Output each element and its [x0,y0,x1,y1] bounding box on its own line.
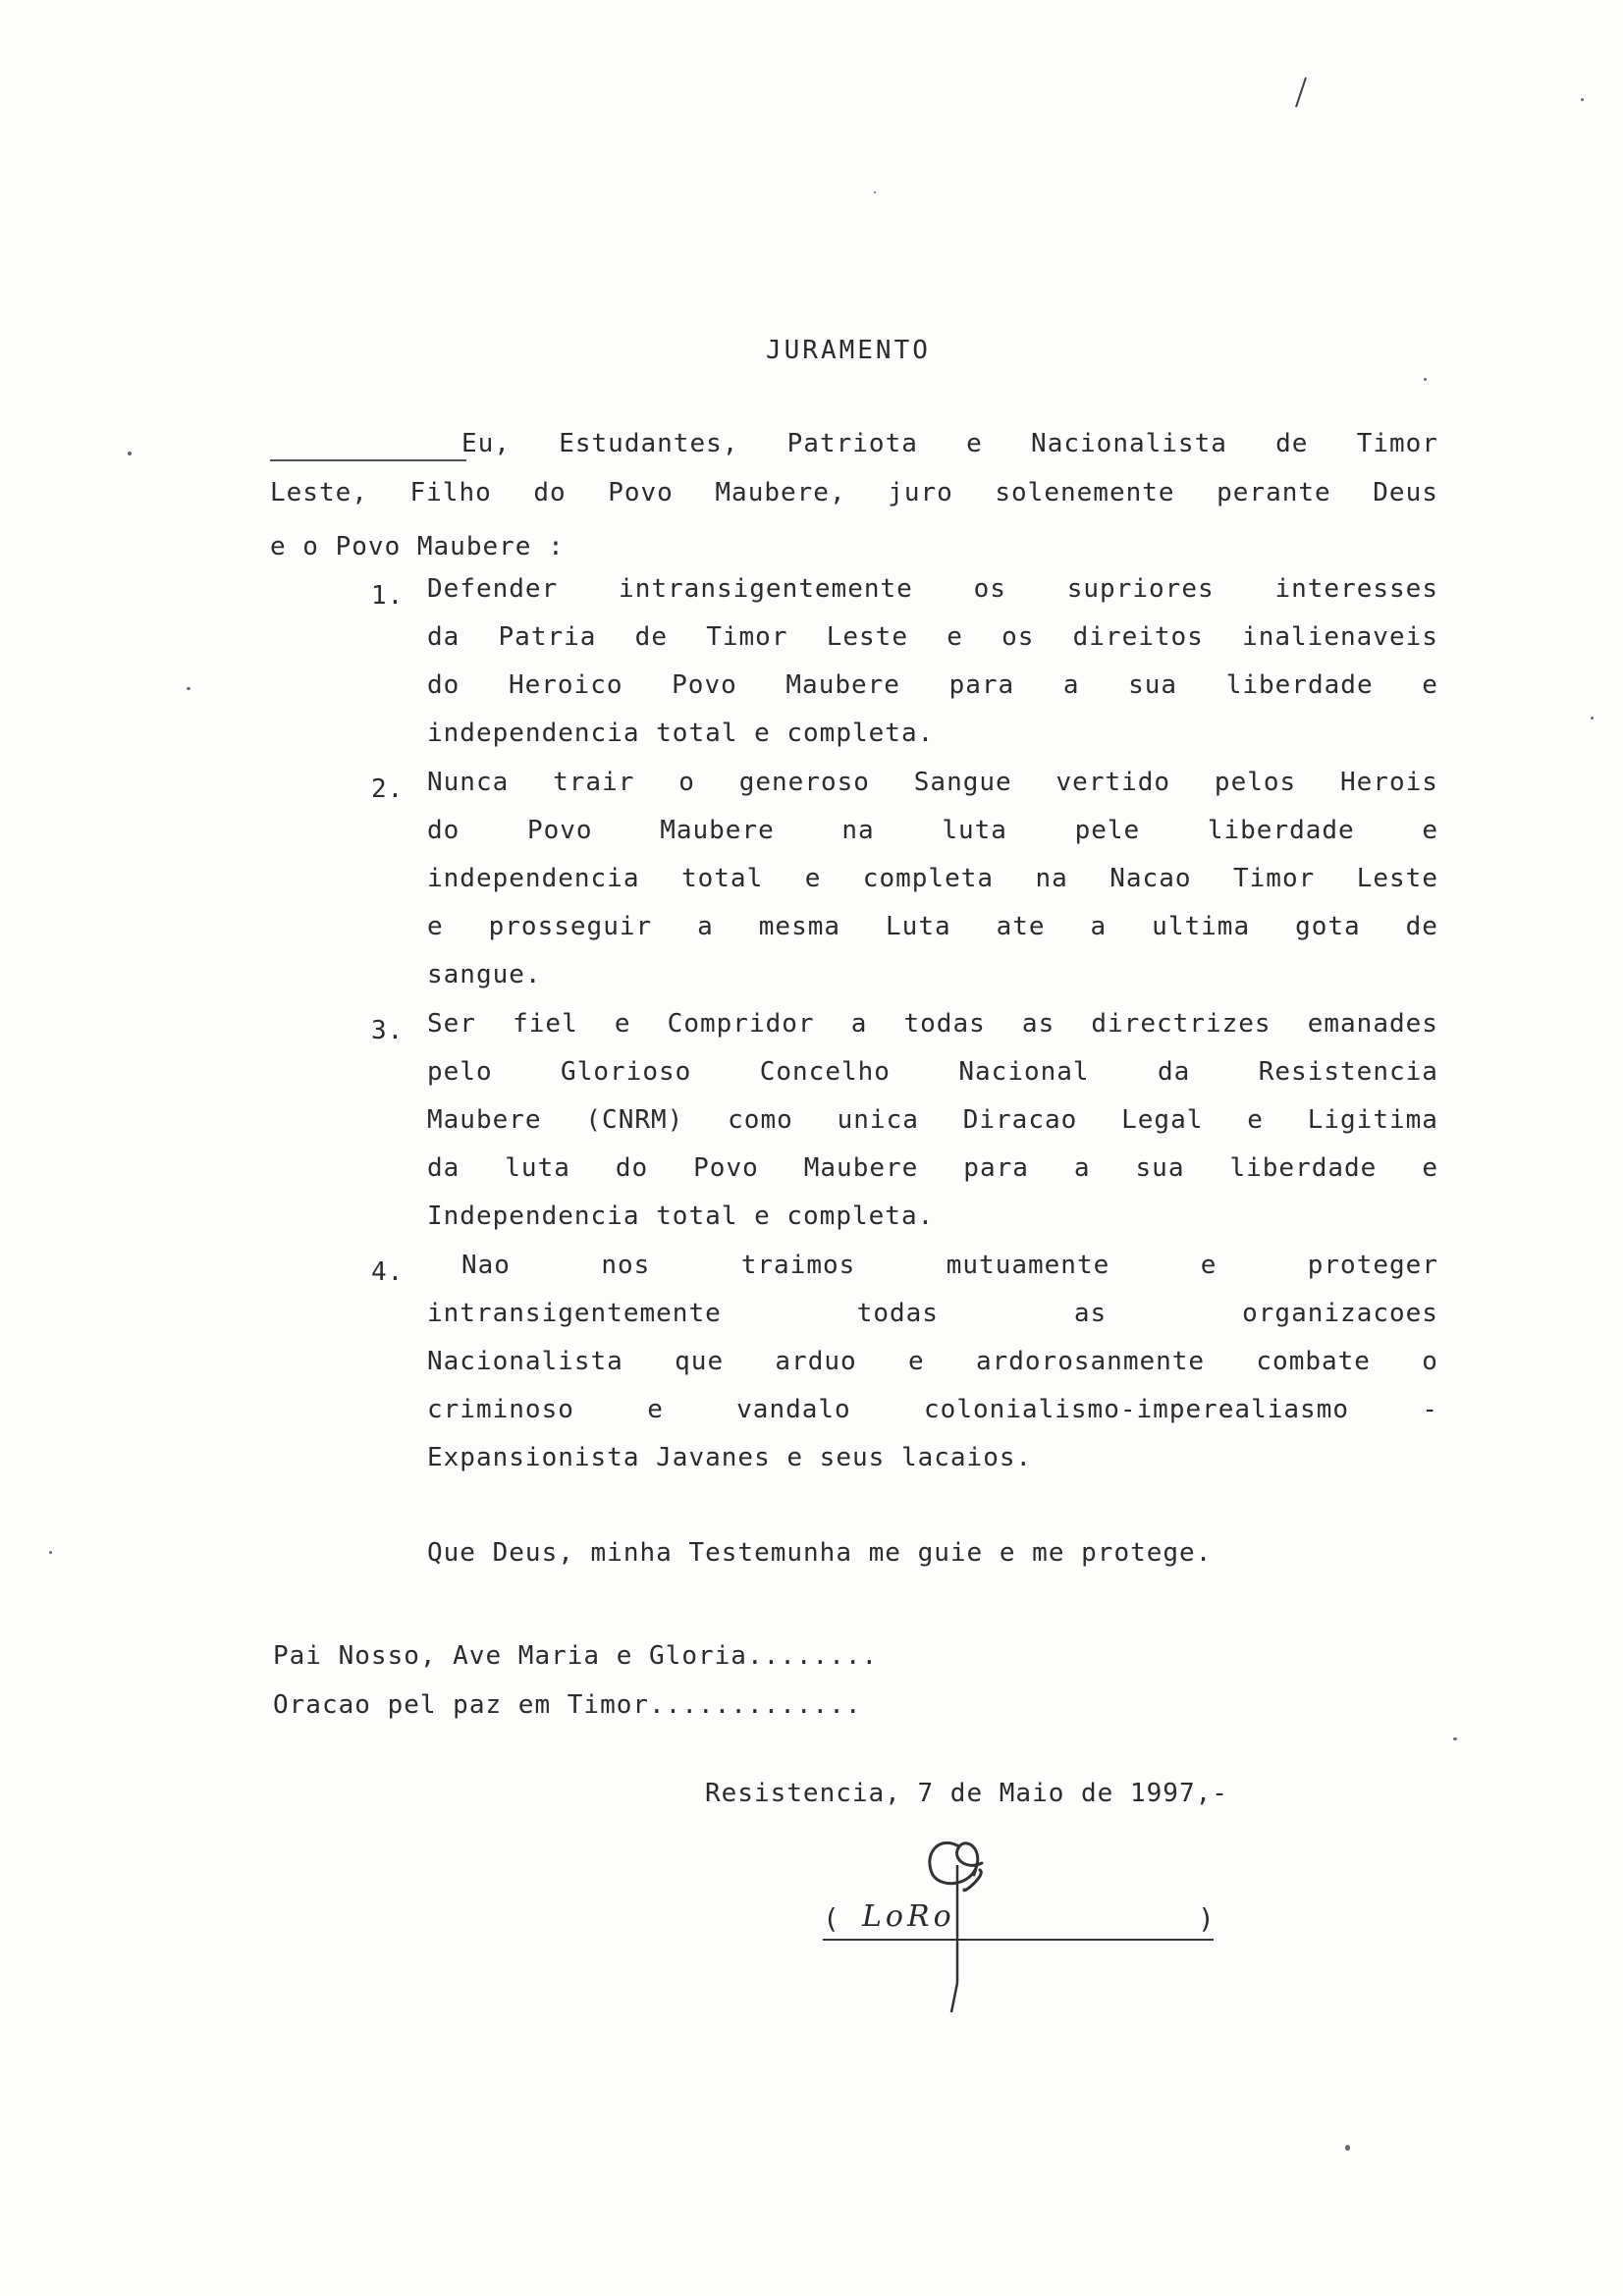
word: Nacionalista [427,1347,623,1376]
word: Concelho [759,1057,891,1087]
word: e [1422,670,1438,700]
place-date: Resistencia, 7 de Maio de 1997,- [705,1779,1228,1808]
word: directrizes [1091,1009,1271,1039]
word: emanades [1307,1009,1438,1039]
word: unica [837,1105,919,1135]
item-4-line-3 [427,1345,1438,1378]
word: Luta [886,912,951,941]
scan-speck [1345,2145,1350,2151]
word: que [675,1347,725,1376]
word: Povo [608,478,674,507]
item-1-line-1 [427,572,1438,606]
item-1-line-2 [427,620,1438,654]
word: vertido [1055,768,1171,797]
signature-open-paren: ( [823,1902,840,1935]
word: os [1001,622,1035,652]
scan-speck [874,191,876,193]
word: do [533,478,567,507]
word: para [963,1153,1029,1183]
signature-close-paren: ) [1198,1902,1216,1935]
word: da [427,622,460,652]
word: Patria [498,622,597,652]
word: interesses [1274,574,1438,604]
word: direitos [1072,622,1204,652]
word: Patriota [786,429,918,458]
word: para [948,670,1015,700]
word: vandalo [736,1395,851,1424]
item-4-last-line: Expansionista Javanes e seus lacaios. [427,1443,1033,1472]
word: Leste, [270,478,368,507]
word: Leste [1356,864,1438,893]
word: o [1422,1347,1438,1376]
word: a [1062,670,1080,700]
word: liberdade [1207,816,1355,845]
item-2-line-2 [427,814,1438,847]
word: liberdade [1225,670,1374,700]
word: Eu, [461,429,511,458]
word: da [1158,1057,1191,1087]
word: pele [1074,816,1141,845]
word: (CNRM) [585,1105,684,1135]
word: ultima [1152,912,1251,941]
word: e [647,1395,664,1424]
intro-line-3: e o Povo Maubere : [270,532,565,561]
word: e [966,429,983,458]
word: Ser [427,1009,476,1039]
word: Maubere [785,670,900,700]
item-4-line-2 [427,1297,1438,1330]
word: Herois [1340,768,1438,797]
word: Filho [409,478,492,507]
item-number: 3. [371,1016,405,1045]
word: fiel [513,1009,578,1039]
word: supriores [1066,574,1215,604]
word: intransigentemente [427,1299,722,1328]
scan-speck [1591,717,1594,720]
prayer-line-2: Oracao pel paz em Timor............. [273,1690,862,1720]
word: Ligitima [1307,1105,1438,1135]
word: Deus [1373,478,1438,507]
word: e [1422,1153,1438,1183]
word: Maubere [803,1153,919,1183]
word: proteger [1307,1251,1438,1280]
word: Nao [461,1251,511,1280]
prayer-line-1: Pai Nosso, Ave Maria e Gloria........ [273,1641,879,1671]
item-3-line-3 [427,1103,1438,1137]
item-3-last-line: Independencia total e completa. [427,1201,935,1231]
word: intransigentemente [619,574,913,604]
word: Timor [1356,429,1438,458]
word: Maubere [427,1105,542,1135]
word: ate [996,912,1046,941]
word: a [1073,1153,1091,1183]
item-2-line-1 [427,766,1438,799]
word: e [1247,1105,1264,1135]
word: Nacionalista [1031,429,1227,458]
word: combate [1256,1347,1371,1376]
word: do [427,816,460,845]
word: do [615,1153,649,1183]
word: os [973,574,1006,604]
word: a [850,1009,868,1039]
word: e [804,864,822,893]
intro-line-1 [461,427,1438,460]
item-number: 4. [371,1257,405,1287]
word: total [680,864,764,893]
scan-speck [128,452,132,455]
word: inalienaveis [1242,622,1438,652]
word: criminoso [427,1395,574,1424]
word: Povo [526,816,593,845]
word: Nacional [958,1057,1090,1087]
word: e [907,1347,925,1376]
word: Povo [672,670,737,700]
word: e [427,912,444,941]
word: sua [1128,670,1178,700]
item-2-line-4 [427,910,1438,943]
item-number: 2. [371,774,405,804]
word: na [1035,864,1068,893]
word: como [728,1105,793,1135]
pen-tick-mark [1286,74,1316,113]
word: as [1021,1009,1055,1039]
word: trair [553,768,635,797]
word: a [697,912,714,941]
word: do [427,670,460,700]
word: Timor [1232,864,1316,893]
word: de [1275,429,1309,458]
item-4-line-1 [461,1249,1438,1282]
item-number: 1. [371,581,405,611]
word: Maubere [660,816,775,845]
word: e [947,622,963,652]
word: colonialismo-imperealiasmo [924,1395,1350,1424]
word: pelo [427,1057,493,1087]
word: Legal [1121,1105,1204,1135]
word: sua [1135,1153,1185,1183]
word: Defender [427,574,559,604]
word: mesma [758,912,841,941]
item-4-line-4 [427,1393,1438,1426]
word: na [841,816,875,845]
item-1-line-3 [427,668,1438,702]
word: - [1422,1395,1438,1424]
word: luta [505,1153,570,1183]
word: todas [903,1009,986,1039]
word: todas [856,1299,939,1328]
word: prosseguir [488,912,653,941]
item-3-line-1 [427,1007,1438,1041]
word: Nunca [427,768,510,797]
scan-speck [1424,378,1427,381]
word: independencia [427,864,640,893]
word: Compridor [667,1009,815,1039]
word: Glorioso [561,1057,692,1087]
word: Nacao [1109,864,1192,893]
scan-speck [187,687,190,690]
word: ardorosanmente [975,1347,1206,1376]
word: de [634,622,668,652]
word: juro [888,478,953,507]
scan-speck [1453,1737,1457,1740]
item-2-line-3 [427,862,1438,895]
document-title: JURAMENTO [766,336,931,365]
word: Maubere, [715,478,846,507]
word: de [1405,912,1438,941]
word: completa [862,864,995,893]
item-3-line-2 [427,1055,1438,1089]
word: Povo [693,1153,759,1183]
closing-line: Que Deus, minha Testemunha me guie e me protege. [427,1538,1213,1568]
word: Resistencia [1258,1057,1438,1087]
signature-name: LoRo [862,1899,955,1934]
word: mutuamente [946,1251,1110,1280]
word: liberdade [1229,1153,1378,1183]
word: pelos [1214,768,1297,797]
word: Heroico [508,670,623,700]
word: o [678,768,695,797]
leading-dash-line [270,459,466,461]
word: e [1422,816,1438,845]
scan-speck [1581,98,1584,101]
word: Diracao [962,1105,1078,1135]
scan-speck [49,1551,52,1554]
word: perante [1217,478,1331,507]
word: traimos [740,1251,856,1280]
word: nos [601,1251,651,1280]
word: Timor [706,622,788,652]
word: solenemente [995,478,1175,507]
word: gota [1295,912,1361,941]
word: Estudantes, [559,429,739,458]
word: generoso [738,768,870,797]
word: luta [942,816,1007,845]
intro-line-2 [270,476,1438,509]
item-1-last-line: independencia total e completa. [427,719,935,748]
word: Leste [826,622,908,652]
word: e [614,1009,631,1039]
word: organizacoes [1242,1299,1438,1328]
signature-underline [823,1939,1214,1941]
word: Sangue [913,768,1012,797]
word: da [427,1153,460,1183]
item-2-last-line: sangue. [427,960,542,989]
word: as [1073,1299,1108,1328]
word: e [1200,1251,1217,1280]
item-3-line-4 [427,1151,1438,1185]
word: a [1090,912,1108,941]
word: arduo [775,1347,857,1376]
